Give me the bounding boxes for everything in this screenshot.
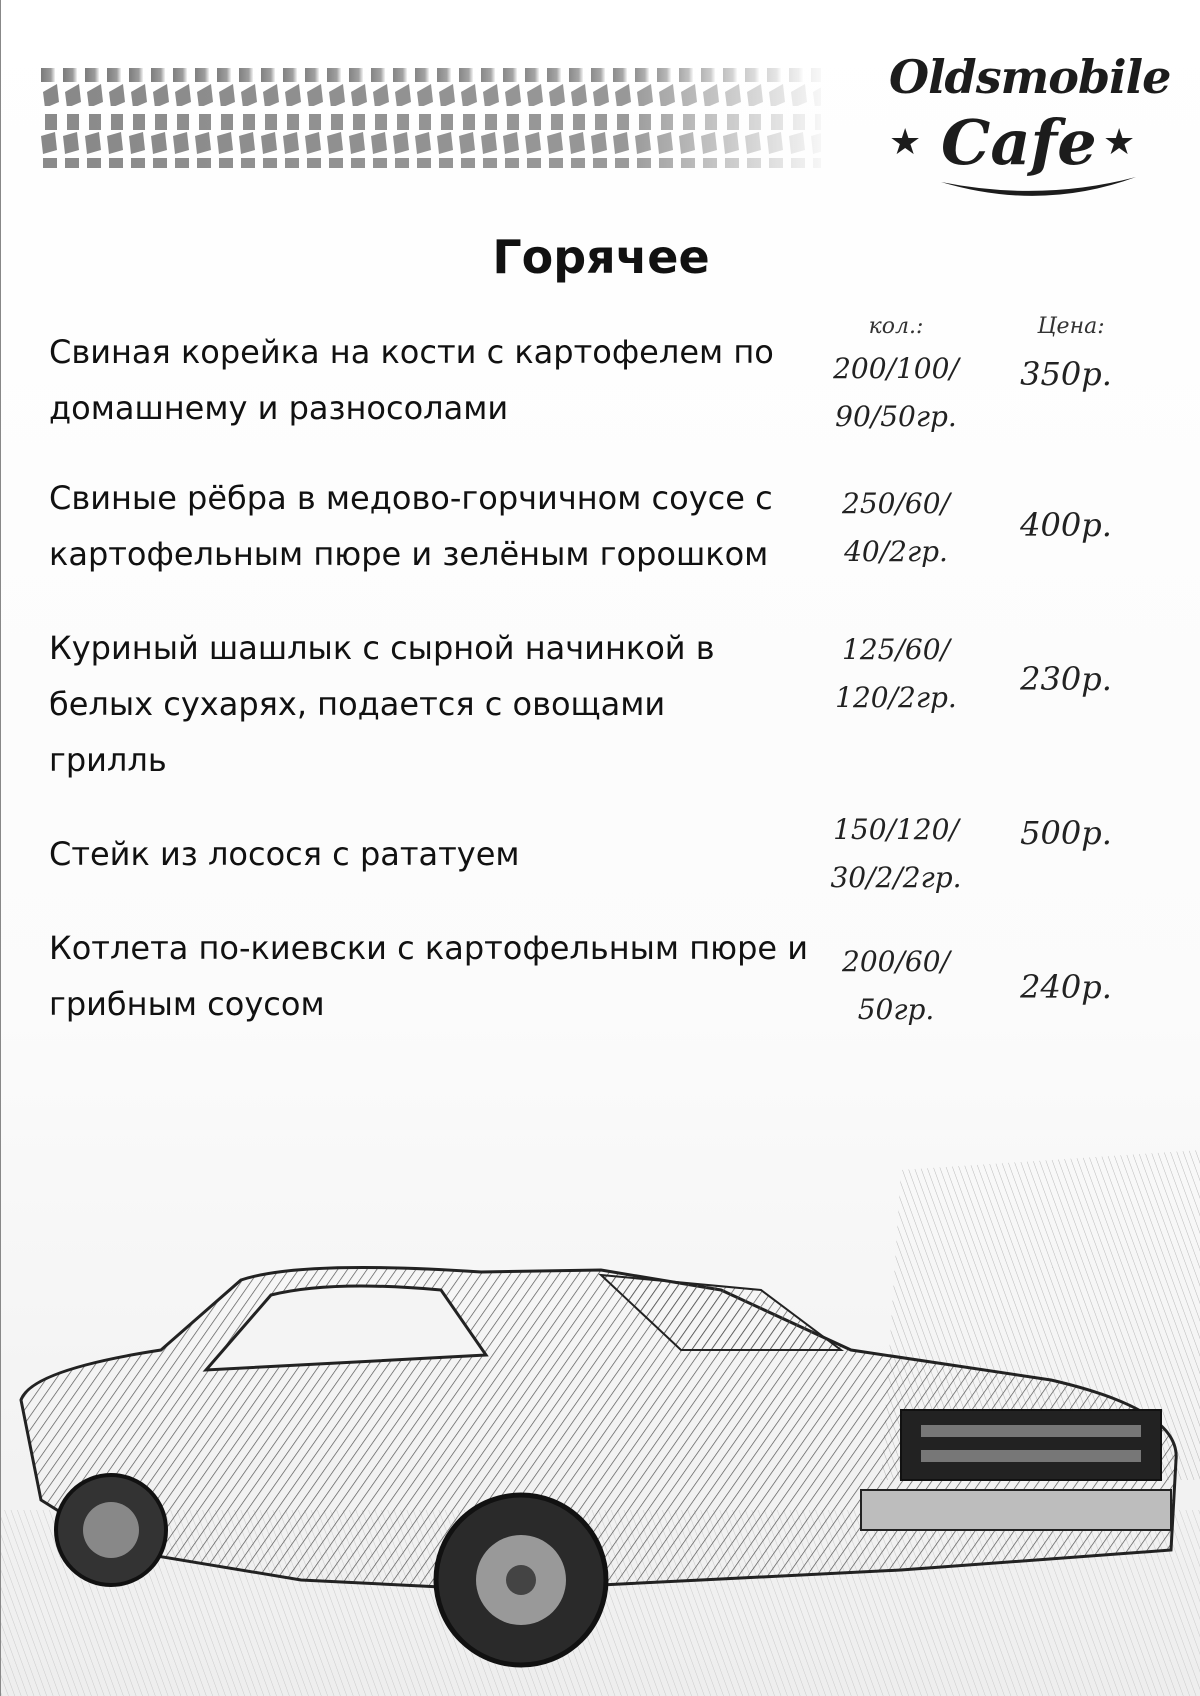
dish-qty: 200/100/ 90/50гр.	[833, 352, 959, 433]
column-header-price: Цена:	[1037, 314, 1105, 339]
star-icon: ★	[1103, 122, 1136, 163]
dish-qty: 200/60/ 50гр.	[842, 945, 950, 1026]
dish-price: 230р.	[1020, 660, 1112, 698]
dish-price: 240р.	[1020, 968, 1112, 1006]
logo-swoosh	[941, 172, 1141, 212]
star-icon: ★	[889, 122, 922, 163]
dish-qty: 150/120/ 30/2/2гр.	[830, 813, 962, 894]
dish-name: Стейк из лосося с рататуем	[49, 835, 520, 873]
dish-name: Свиная корейка на кости с картофелем по домашнему и разносолами	[49, 333, 774, 427]
logo-line2: Cafe	[941, 106, 1097, 179]
dish-price: 500р.	[1020, 814, 1112, 852]
dish-name: Котлета по-киевски с картофельным пюре и грибным соусом	[49, 929, 809, 1023]
cafe-logo	[881, 50, 1171, 190]
section-title: Горячее	[492, 230, 710, 284]
dish-price: 400р.	[1020, 506, 1112, 544]
car-sketch-illustration	[1, 1150, 1200, 1696]
dish-name: Куриный шашлык с сырной начинкой в белых сухарях, подается с овощами грилль	[49, 629, 715, 779]
column-header-qty: кол.:	[868, 314, 924, 339]
dish-qty: 250/60/ 40/2гр.	[842, 487, 950, 568]
tire-tracks-decoration	[41, 62, 821, 172]
dish-price: 350р.	[1020, 355, 1112, 393]
logo-line1: Oldsmobile	[889, 50, 1171, 104]
dish-name: Свиные рёбра в медово-горчичном соусе с картофельным пюре и зелёным горошком	[49, 479, 773, 573]
dish-qty: 125/60/ 120/2гр.	[835, 633, 957, 714]
